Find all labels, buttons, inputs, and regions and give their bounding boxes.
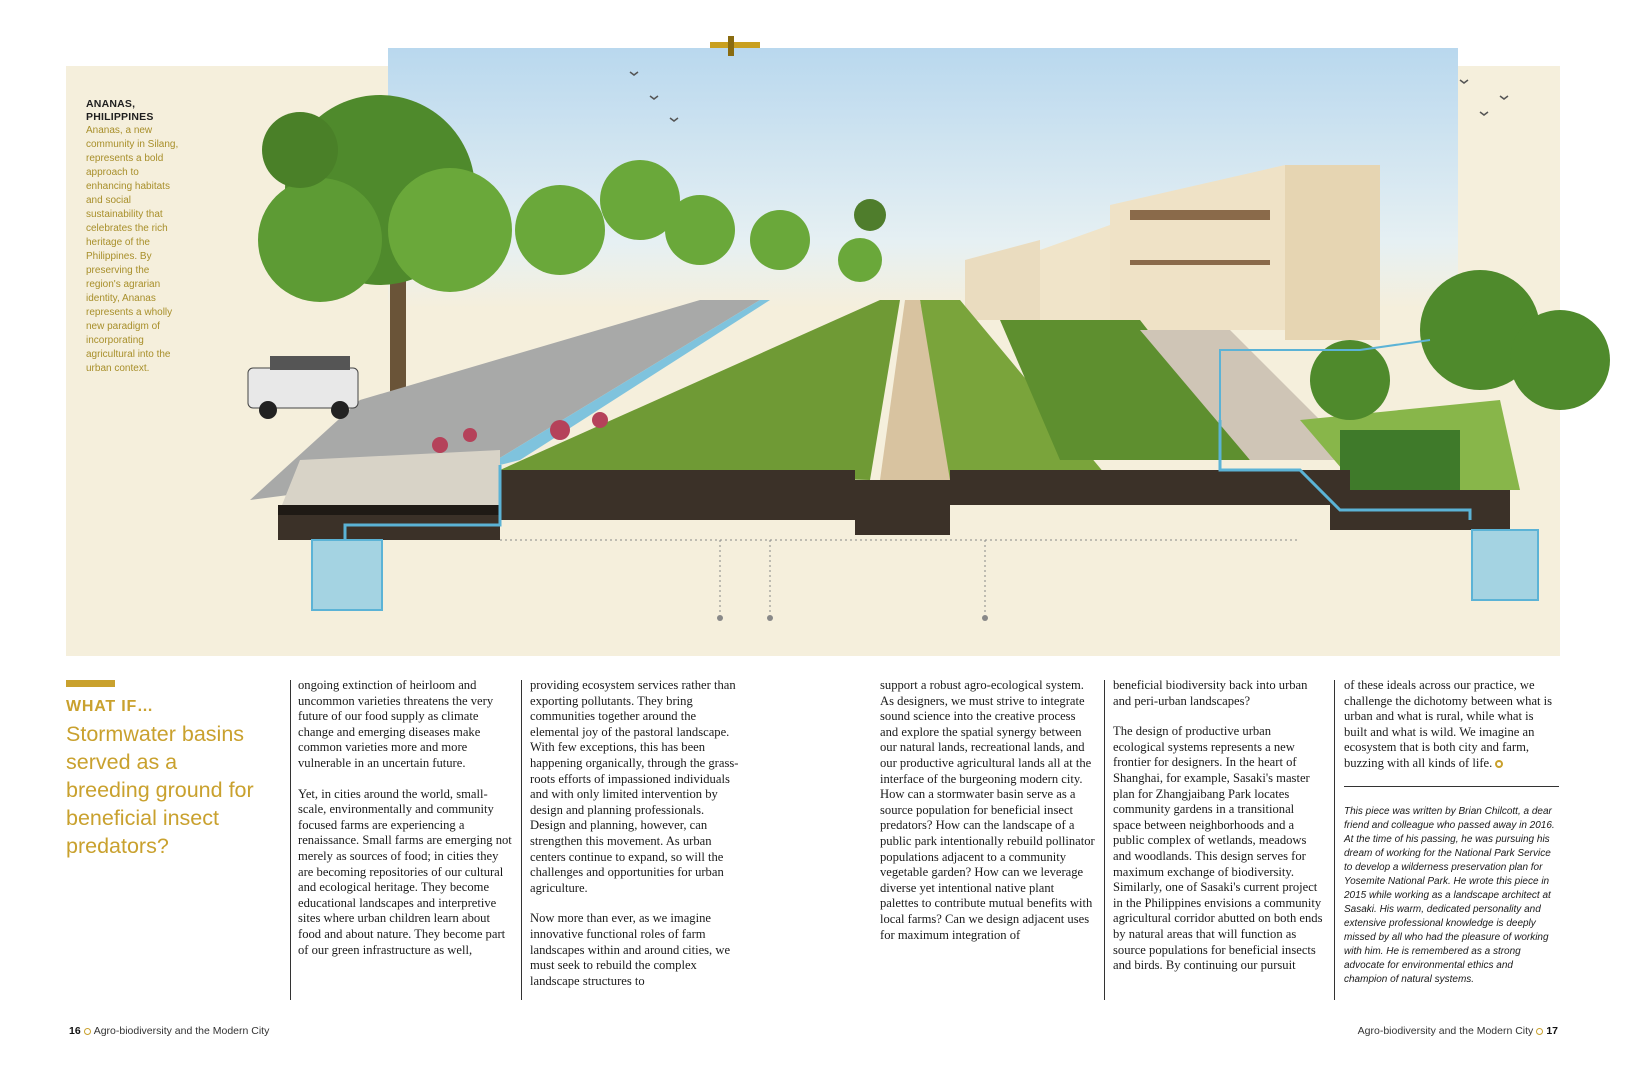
column-divider <box>1334 680 1335 1000</box>
paragraph: The design of productive urban ecological systems represents a new frontier for designers. In the heart of Shanghai, for example, Sasaki's master plan for Zhangjaibang Park locates community gardens in a transitional space between neighborhoods and a public complex of wetlands, meadows and woodlands. This design serves for maximum exchange of biodiversity. Similarly, one of Sasaki's current project in the Philippines envisions a community agricultural corridor abutted on both ends by natural areas that will function as source populations for beneficial insects and birds. By continuing our pursuit <box>1113 724 1323 973</box>
body-column-2 <box>530 678 740 1004</box>
body-column-4 <box>1113 678 1325 989</box>
image-caption <box>86 98 181 376</box>
caption-body: Ananas, a new community in Silang, represents a bold approach to enhancing habitats and social sustainability that celebrates the rich heritage of the Philippines. By preserving the region's agrarian identity, Ananas represents a wholly new paradigm of incorporating agricultural into the urban context. <box>86 125 179 374</box>
paragraph: providing ecosystem services rather than exporting pollutants. They bring communities together around the elemental joy of the pastoral landscape. With few exceptions, this has been happening organically, through the grass-roots efforts of impassioned individuals and with only limited intervention by design and planning professionals. Design and planning, however, can strengthen this movement. As urban centers continue to expand, so will the challenges and opportunities for urban agriculture. <box>530 678 739 895</box>
caption-title: ANANAS, PHILIPPINES <box>86 98 154 123</box>
paragraph: Yet, in cities around the world, small-scale, environmentally and community focused farms are experiencing a renaissance. Small farms are emerging not merely as sources of food; in cities they are becoming repositories of our cultural and ecological heritage. They become educational landscapes and interpretive sites where urban children learn about food and about nature. They become part of our green infrastructure as well, <box>298 786 512 957</box>
buildings <box>965 165 1380 340</box>
author-note: This piece was written by Brian Chilcott, a dear friend and colleague who passed away in 2016. At the time of his passing, he was pursuing his dream of working for the National Park Service to develop a wilderness preservation plan for Yosemite National Park. He wrote this piece in 2015 while working as a landscape architect at Sasaki. His warm, dedicated personality and extensive professional knowledge is deeply missed by all who had the pleasure of working with him. He is remembered as a strong advocate for environmental ethics and champion of natural systems. <box>1344 805 1555 985</box>
body-column-5 <box>1344 678 1559 987</box>
airplane-icon <box>710 36 760 56</box>
column-divider <box>1104 680 1105 1000</box>
what-if-question: Stormwater basins served as a breeding ground for beneficial insect predators? <box>66 722 254 858</box>
what-if-callout <box>66 696 256 860</box>
column-divider <box>521 680 522 1000</box>
body-column-1 <box>298 678 516 973</box>
end-mark-icon <box>1495 760 1503 768</box>
divider <box>1344 786 1559 787</box>
running-title: Agro-biodiversity and the Modern City <box>1357 1025 1534 1037</box>
footer-left <box>69 1025 269 1037</box>
page-number: 16 <box>69 1025 81 1037</box>
paragraph: beneficial biodiversity back into urban and peri-urban landscapes? <box>1113 678 1308 708</box>
column-divider <box>290 680 291 1000</box>
jeepney <box>248 356 358 419</box>
paragraph: support a robust agro-ecological system. As designers, we must strive to integrate sound science into the creative process and explore the spatial synergy between our natural lands, recreational lands, and our productive agricultural lands all at the interface of the burgeoning modern city. How can a stormwater basin serve as a source population for beneficial insect predators? How can the landscape of a public park intentionally rebuild pollinator populations adjacent to a community vegetable garden? How can we leverage diverse yet intentional native plant palettes to contribute mutual benefits with local farms? Can we design adjacent uses for maximum integration of <box>880 678 1095 942</box>
paragraph: of these ideals across our practice, we challenge the dichotomy between what is urban and what is rural, while what is built and what is wild. We imagine an ecosystem that is both city and farm, buzzing with all kinds of life. <box>1344 678 1553 770</box>
bullet-icon <box>84 1028 91 1035</box>
paragraph: ongoing extinction of heirloom and uncommon varieties threatens the very future of our food supply as climate change and emerging diseases make common varieties more and more vulnerable in an uncertain future. <box>298 678 494 770</box>
bullet-icon <box>1536 1028 1543 1035</box>
what-if-label: WHAT IF… <box>66 698 154 715</box>
body-column-3 <box>880 678 1095 958</box>
running-title: Agro-biodiversity and the Modern City <box>93 1025 270 1037</box>
accent-rule <box>66 680 115 687</box>
paragraph: Now more than ever, as we imagine innovative functional roles of farm landscapes within and around cities, we must seek to rebuild the complex landscape structures to <box>530 911 731 988</box>
page-number: 17 <box>1546 1025 1558 1037</box>
footer-right <box>1358 1025 1558 1037</box>
